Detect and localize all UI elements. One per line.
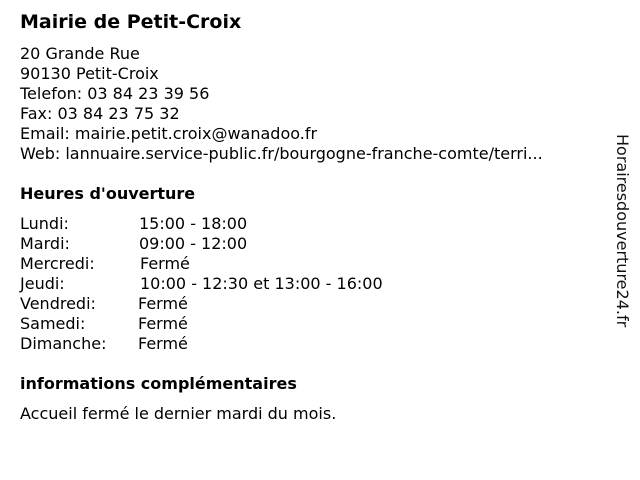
page-title: Mairie de Petit-Croix <box>20 11 242 33</box>
day-label: Samedi: <box>20 314 86 333</box>
web-link[interactable]: lannuaire.service-public.fr/bourgogne-franche-comte/terri... <box>65 144 543 163</box>
time-value: Fermé <box>138 294 188 313</box>
info-text: Accueil fermé le dernier mardi du mois. <box>20 404 337 423</box>
day-label: Vendredi: <box>20 294 96 313</box>
time-value: 09:00 - 12:00 <box>139 234 248 253</box>
web-label: Web: <box>20 144 66 163</box>
fax-number: Fax: 03 84 23 75 32 <box>20 104 180 123</box>
phone-number: Telefon: 03 84 23 39 56 <box>20 84 210 103</box>
time-value: Fermé <box>140 254 190 273</box>
brand-watermark: Horairesdouverture24.fr <box>613 134 632 328</box>
day-label: Mardi: <box>20 234 70 253</box>
time-value: Fermé <box>138 314 188 333</box>
day-label: Jeudi: <box>20 274 65 293</box>
address-street: 20 Grande Rue <box>20 44 140 63</box>
time-value: 10:00 - 12:30 et 13:00 - 16:00 <box>140 274 383 293</box>
web-line <box>20 144 543 164</box>
day-label: Mercredi: <box>20 254 95 273</box>
contact-block <box>20 44 543 164</box>
email-label: Email: <box>20 124 75 143</box>
day-label: Dimanche: <box>20 334 107 353</box>
email-line <box>20 124 543 144</box>
hours-heading: Heures d'ouverture <box>20 184 196 203</box>
address-city: 90130 Petit-Croix <box>20 64 159 83</box>
time-value: 15:00 - 18:00 <box>139 214 248 233</box>
info-heading: informations complémentaires <box>20 374 297 393</box>
time-value: Fermé <box>138 334 188 353</box>
email-link[interactable]: mairie.petit.croix@wanadoo.fr <box>74 124 318 143</box>
day-label: Lundi: <box>20 214 69 233</box>
